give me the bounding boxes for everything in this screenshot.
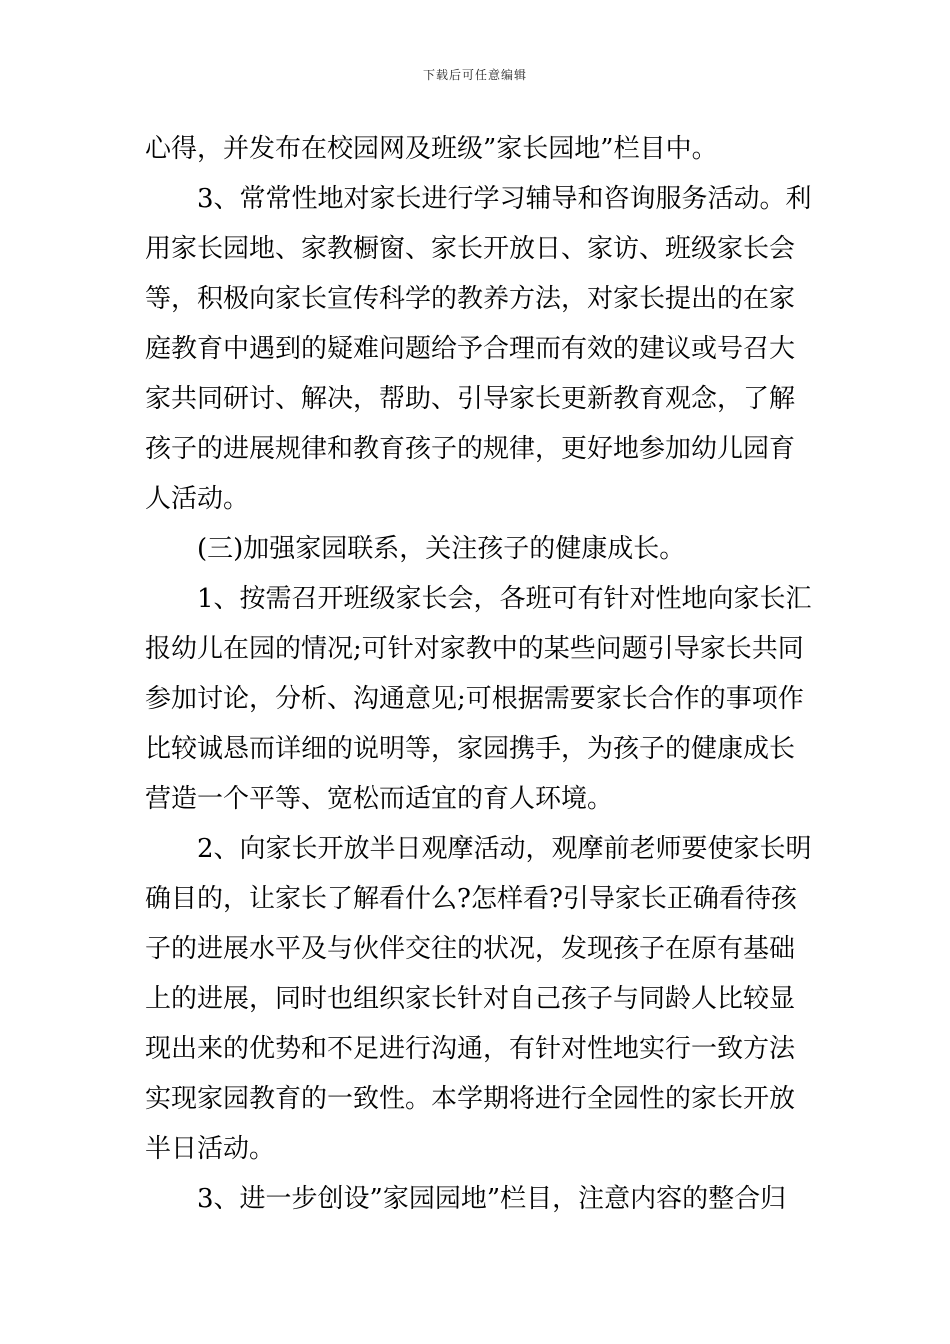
- text-line: 子的进展水平及与伙伴交往的状况，发现孩子在原有基础: [145, 934, 796, 964]
- document-body: [145, 124, 810, 1224]
- text-line: 实现家园教育的一致性。本学期将进行全园性的家长开放: [145, 1084, 796, 1114]
- text-line: 参加讨论，分析、沟通意见;可根据需要家长合作的事项作: [145, 684, 804, 714]
- text-line: 比较诚恳而详细的说明等，家园携手，为孩子的健康成长: [145, 734, 796, 764]
- text-line: 家共同研讨、解决，帮助、引导家长更新教育观念，了解: [145, 384, 796, 414]
- section-heading: (三)加强家园联系，关注孩子的健康成长。: [197, 534, 686, 564]
- text-line: 孩子的进展规律和教育孩子的规律，更好地参加幼儿园育: [145, 434, 796, 464]
- text-line: 2、向家长开放半日观摩活动，观摩前老师要使家长明: [197, 834, 812, 864]
- text-line: 现出来的优势和不足进行沟通，有针对性地实行一致方法: [145, 1034, 796, 1064]
- text-line: 3、进一步创设”家园园地”栏目，注意内容的整合归: [197, 1184, 787, 1214]
- text-line: 心得，并发布在校园网及班级”家长园地”栏目中。: [145, 134, 718, 164]
- text-line: 3、常常性地对家长进行学习辅导和咨询服务活动。利: [197, 184, 812, 214]
- text-line: 报幼儿在园的情况;可针对家教中的某些问题引导家长共同: [145, 634, 804, 664]
- text-line: 上的进展，同时也组织家长针对自己孩子与同龄人比较显: [145, 984, 796, 1014]
- text-line: 庭教育中遇到的疑难问题给予合理而有效的建议或号召大: [145, 334, 796, 364]
- text-line: 半日活动。: [145, 1134, 276, 1164]
- text-line: 用家长园地、家教橱窗、家长开放日、家访、班级家长会: [145, 234, 796, 264]
- text-line: 确目的，让家长了解看什么?怎样看?引导家长正确看待孩: [145, 884, 797, 914]
- text-line: 1、按需召开班级家长会，各班可有针对性地向家长汇: [197, 584, 812, 614]
- page-header: 下载后可任意编辑: [422, 68, 527, 82]
- text-line: 营造一个平等、宽松而适宜的育人环境。: [145, 784, 614, 814]
- text-line: 等，积极向家长宣传科学的教养方法，对家长提出的在家: [145, 284, 796, 314]
- text-line: 人活动。: [145, 484, 250, 514]
